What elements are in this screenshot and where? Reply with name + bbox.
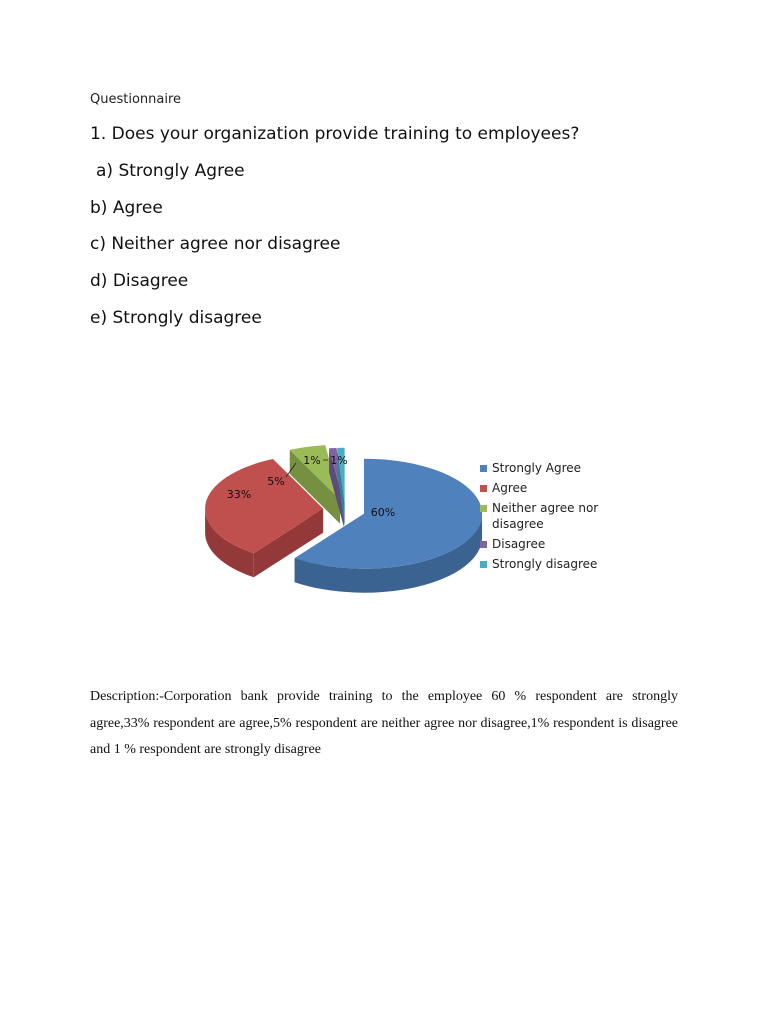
legend-label: Neither agree nor [492, 501, 599, 515]
data-label-strongly-disagree: 1% [330, 454, 348, 467]
option-c: c) Neither agree nor disagree [90, 234, 341, 254]
legend-item-agree [480, 480, 612, 496]
data-label-strongly-agree: 60% [370, 506, 396, 519]
option-b: b) Agree [90, 198, 163, 218]
data-label-agree: 33% [226, 488, 252, 501]
legend-label: Agree [492, 481, 528, 495]
legend-swatch-icon [480, 541, 487, 548]
legend-label: disagree [492, 517, 544, 531]
legend-swatch-icon [480, 465, 487, 472]
description-paragraph: Description:-Corporation bank provide training to the employee 60 % respondent are strongly agree,33% respondent are agree,5% respondent are neither agree nor disagree,1% respondent is disagree and 1 % respondent are strongly disagree [90, 689, 678, 757]
legend-item-strongly-disagree [480, 556, 612, 572]
data-label-disagree: 1% [303, 454, 321, 467]
legend-item-neither [480, 500, 612, 532]
legend-swatch-icon [480, 505, 487, 512]
chart-legend [480, 460, 612, 576]
data-label-neither-agree-nor-disagree: 5% [267, 475, 285, 488]
legend-label: Strongly Agree [492, 461, 582, 475]
legend-swatch-icon [480, 485, 487, 492]
legend-swatch-icon [480, 561, 487, 568]
legend-item-disagree [480, 536, 612, 552]
option-e: e) Strongly disagree [90, 308, 262, 328]
questionnaire-heading: Questionnaire [90, 92, 182, 107]
legend-item-strongly-agree [480, 460, 612, 476]
legend-label: Disagree [492, 537, 546, 551]
legend-label: Strongly disagree [492, 557, 598, 571]
option-d: d) Disagree [90, 271, 189, 291]
question-text: 1. Does your organization provide training to employees? [90, 124, 580, 144]
option-a: a) Strongly Agree [96, 161, 245, 181]
